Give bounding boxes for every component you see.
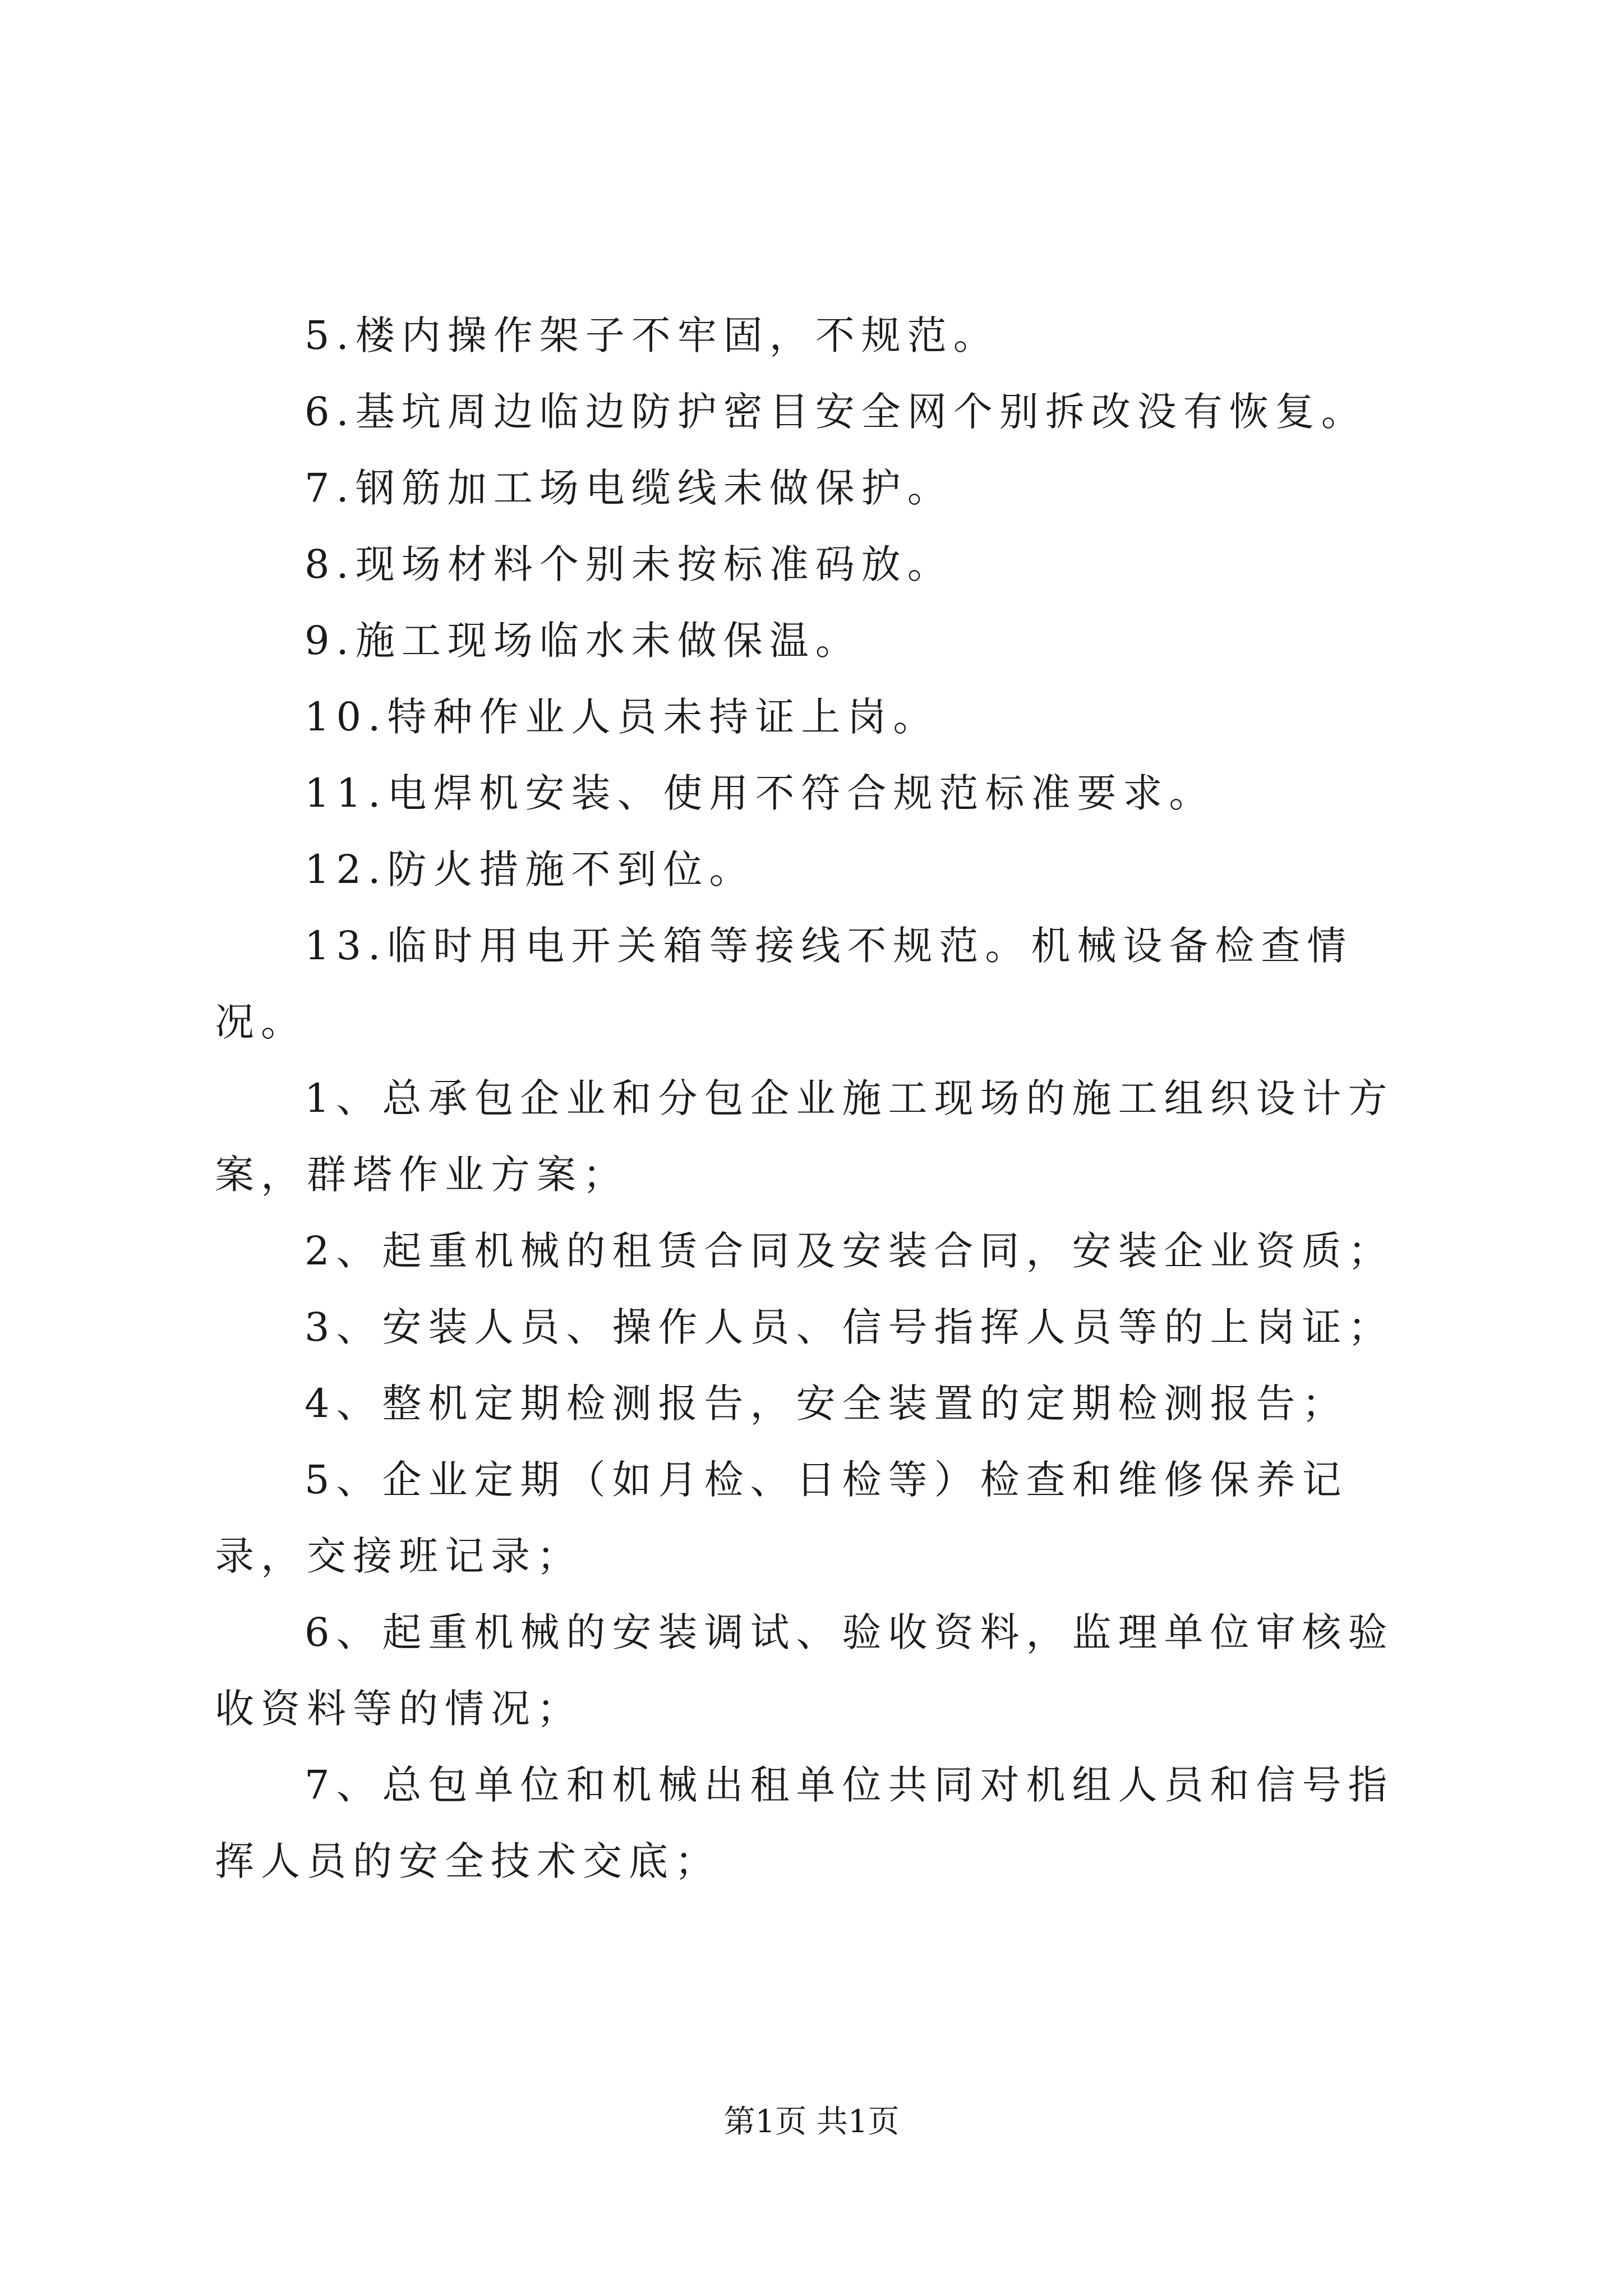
paragraph: 7、总包单位和机械出租单位共同对机组人员和信号指挥人员的安全技术交底； [215, 1762, 1394, 1884]
document-body [215, 297, 1433, 1899]
paragraph: 6、起重机械的安装调试、验收资料，监理单位审核验收资料等的情况； [215, 1609, 1394, 1732]
paragraph: 3、安装人员、操作人员、信号指挥人员等的上岗证； [305, 1304, 1394, 1350]
paragraph: 7.钢筋加工场电缆线未做保护。 [305, 465, 953, 511]
paragraph: 6.基坑周边临边防护密目安全网个别拆改没有恢复。 [305, 389, 1367, 435]
page-footer: 第1页 共1页 [723, 2104, 900, 2140]
paragraph: 10.特种作业人员未持证上岗。 [305, 694, 939, 740]
paragraph: 1、总承包企业和分包企业施工现场的施工组织设计方案，群塔作业方案； [215, 1075, 1394, 1198]
paragraph: 5、企业定期（如月检、日检等）检查和维修保养记录，交接班记录； [215, 1457, 1348, 1579]
paragraph: 11.电焊机安装、使用不符合规范标准要求。 [305, 770, 1215, 816]
paragraph: 9.施工现场临水未做保温。 [305, 618, 861, 664]
paragraph: 5.楼内操作架子不牢固，不规范。 [305, 312, 999, 358]
paragraph: 8.现场材料个别未按标准码放。 [305, 541, 953, 587]
paragraph: 4、整机定期检测报告，安全装置的定期检测报告； [305, 1381, 1348, 1427]
paragraph: 12.防火措施不到位。 [305, 846, 755, 892]
paragraph: 2、起重机械的租赁合同及安装合同，安装企业资质； [305, 1228, 1394, 1274]
paragraph: 13.临时用电开关箱等接线不规范。机械设备检查情况。 [215, 923, 1353, 1045]
